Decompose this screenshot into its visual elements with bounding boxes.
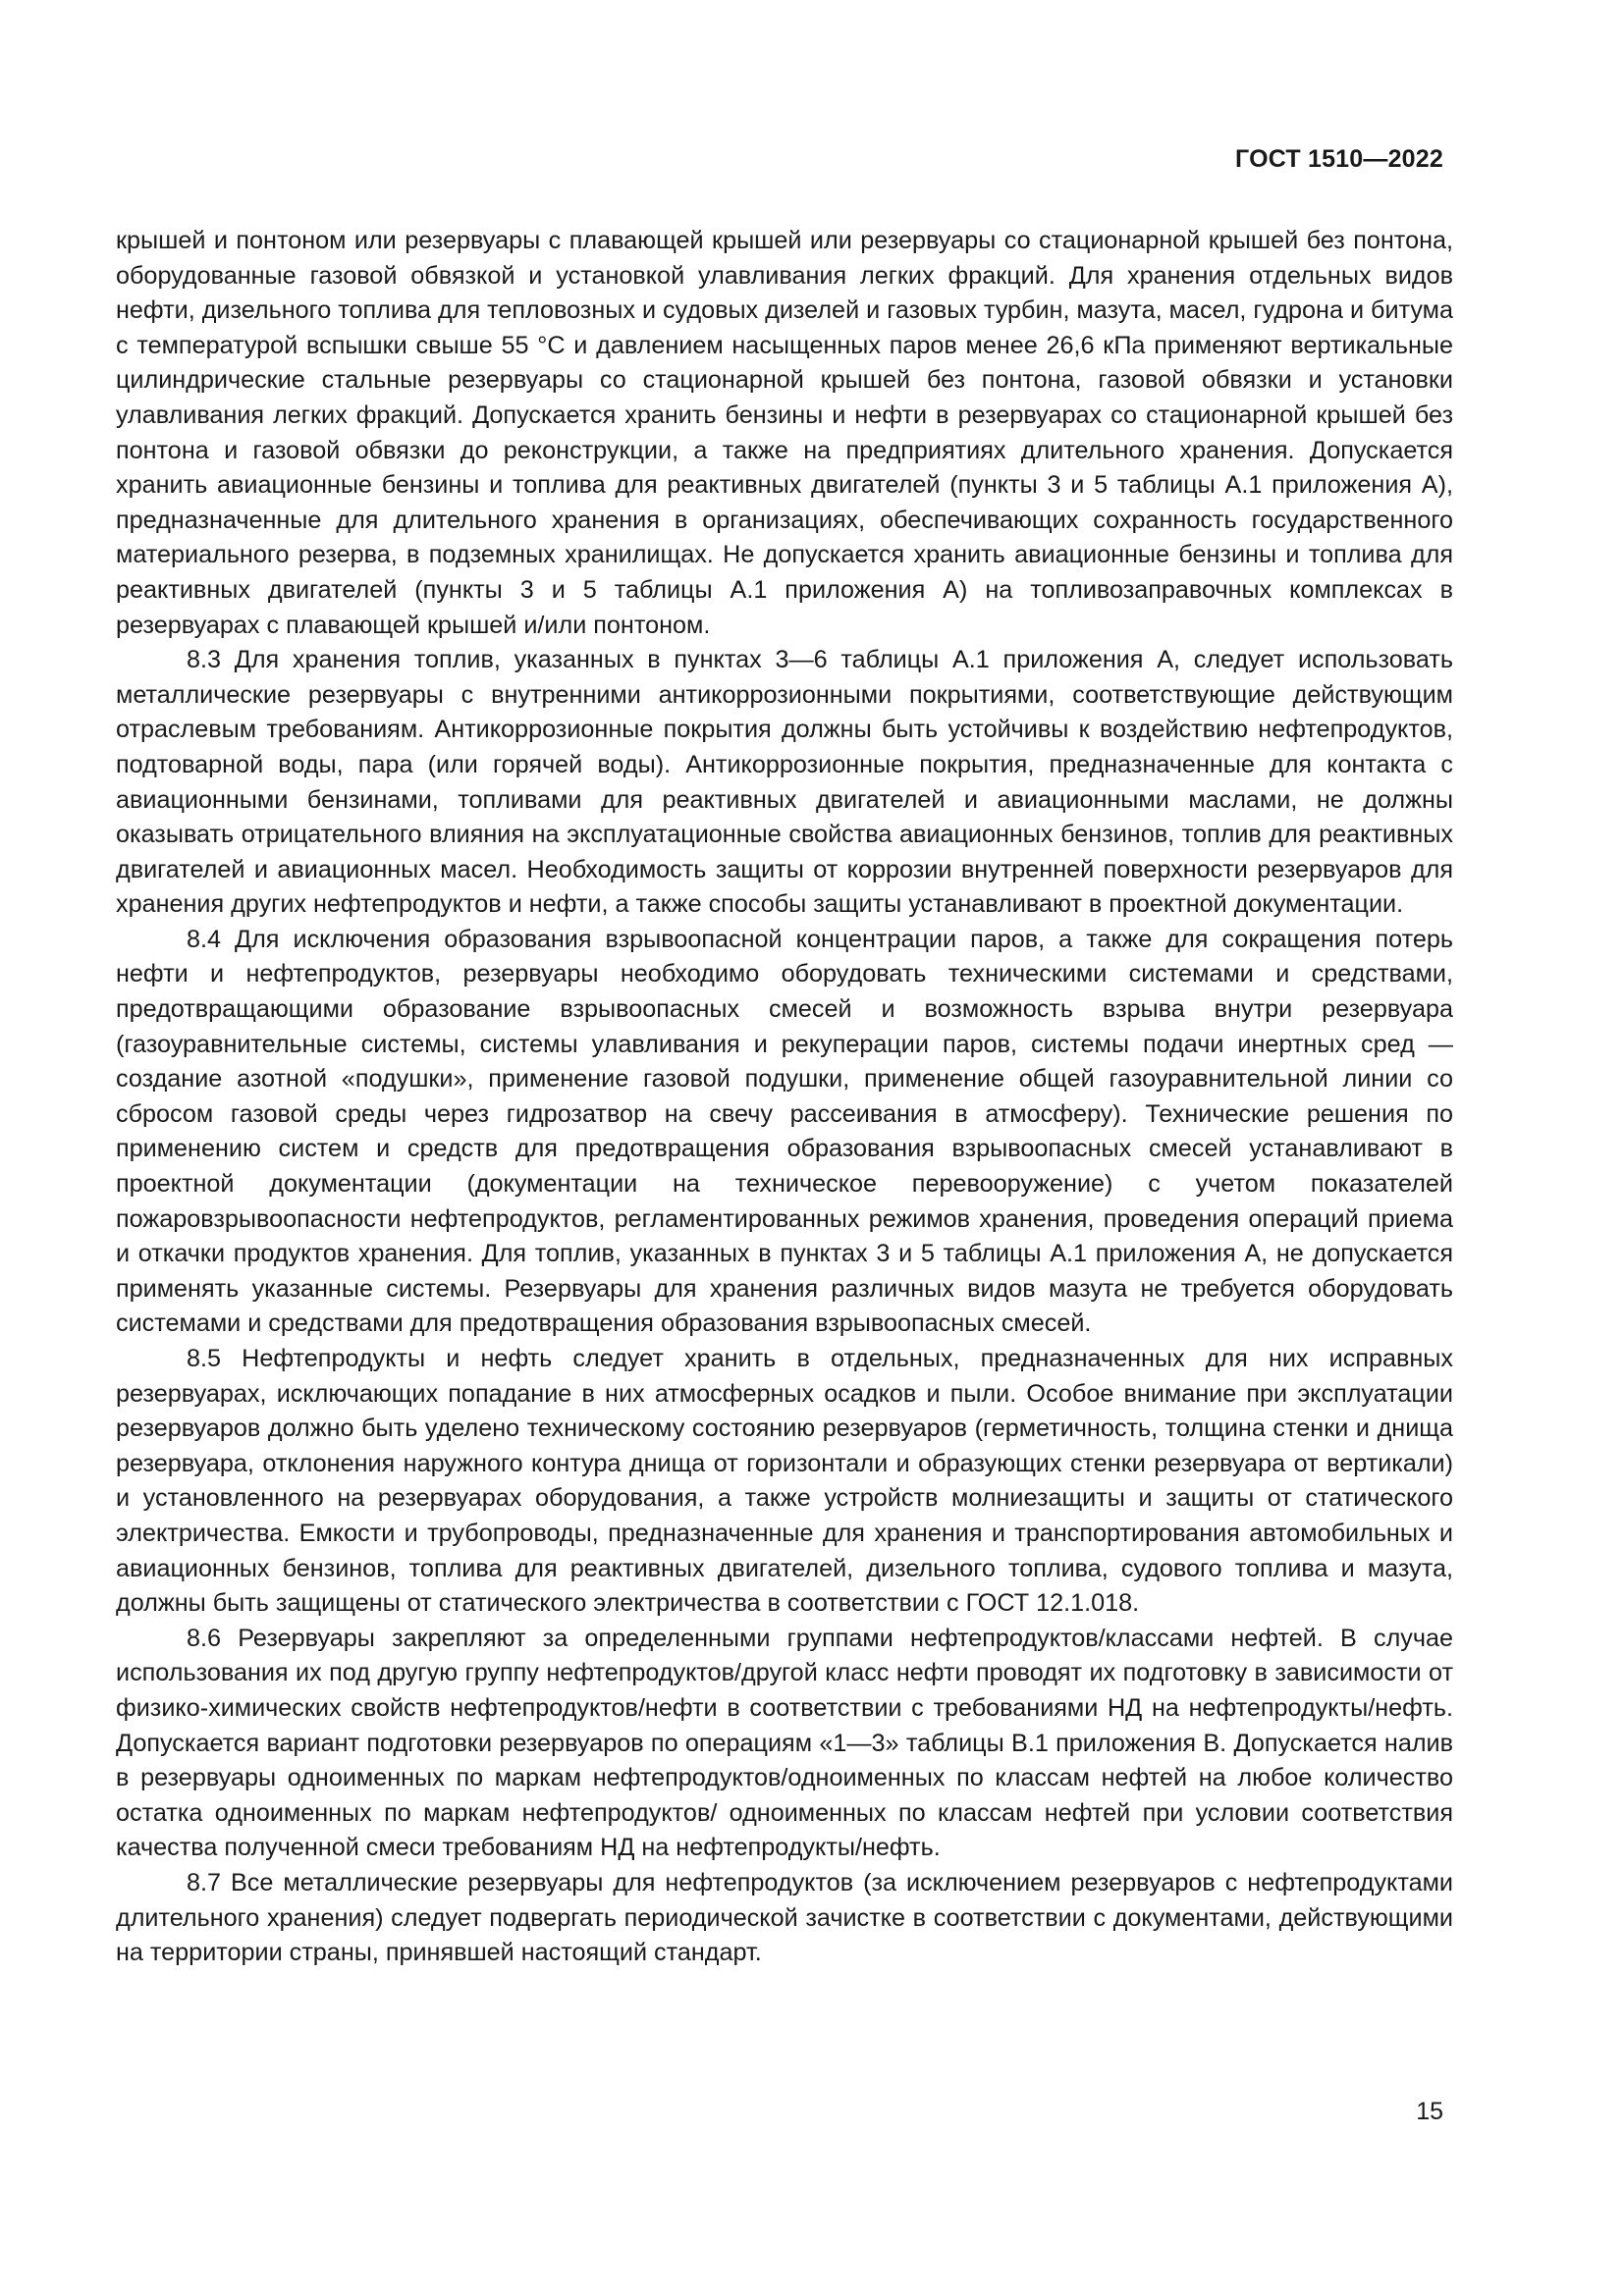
- paragraph-8-3: 8.3 Для хранения топлив, указанных в пунктах 3—6 таблицы А.1 приложения А, следует использовать металлические резервуары с внутренними антикоррозионными покрытиями, соответствующие действующим отраслевым требованиям. Антикоррозионные покрытия должны быть устойчивы к воздействию нефтепродуктов, подтоварной воды, пара (или горячей воды). Антикоррозионные покрытия, предназначенные для контакта с авиационными бензинами, топливами для реактивных двигателей и авиационными маслами, не должны оказывать отрицательного влияния на эксплуатационные свойства авиационных бензинов, топлив для реактивных двигателей и авиационных масел. Необходимость защиты от коррозии внутренней поверхности резервуаров для хранения других нефтепродуктов и нефти, а также способы защиты устанавливают в проектной документации.: [116, 646, 1453, 919]
- paragraph-continuation: крышей и понтоном или резервуары с плавающей крышей или резервуары со стационарной крышей без понтона, оборудованные газовой обвязкой и установкой улавливания легких фракций. Для хранения отдельных видов нефти, дизельного топлива для тепловозных и судовых дизелей и газовых турбин, мазута, масел, гудрона и битума с температурой вспышки свыше 55 °С и давлением насыщенных паров менее 26,6 кПа применяют вертикальные цилиндрические стальные резервуары со стационарной крышей без понтона, газовой обвязки и установки улавливания легких фракций. Допускается хранить бензины и нефти в резервуарах со стационарной крышей без понтона и газовой обвязки до реконструкции, а также на предприятиях длительного хранения. Допускается хранить авиационные бензины и топлива для реактивных двигателей (пункты 3 и 5 таблицы А.1 приложения А), предназначенные для длительного хранения в организациях, обеспечивающих сохранность государственного материального резерва, в подземных хранилищах. Не допускается хранить авиационные бензины и топлива для реактивных двигателей (пункты 3 и 5 таблицы А.1 приложения А) на топливозаправочных комплексах в резервуарах с плавающей крышей и/или понтоном.: [116, 227, 1453, 639]
- paragraph-8-6: 8.6 Резервуары закрепляют за определенными группами нефтепродуктов/классами нефтей. В случае использования их под другую группу нефтепродуктов/другой класс нефти проводят их подготовку в зависимости от физико-химических свойств нефтепродуктов/нефти в соответствии с требованиями НД на нефтепродукты/нефть. Допускается вариант подготовки резервуаров по операциям «1—3» таблицы В.1 приложения В. Допускается налив в резервуары одноименных по маркам нефтепродуктов/одноименных по классам нефтей на любое количество остатка одноименных по маркам нефтепродуктов/ одноименных по классам нефтей при условии соответствия качества полученной смеси требованиям НД на нефтепродукты/нефть.: [116, 1624, 1453, 1862]
- paragraph-8-4: 8.4 Для исключения образования взрывоопасной концентрации паров, а также для сокращения потерь нефти и нефтепродуктов, резервуары необходимо оборудовать техническими системами и средствами, предотвращающими образование взрывоопасных смесей и возможность взрыва внутри резервуара (газоуравнительные системы, системы улавливания и рекуперации паров, системы подачи инертных сред — создание азотной «подушки», применение газовой подушки, применение общей газоуравнительной линии со сбросом газовой среды через гидрозатвор на свечу рассеивания в атмосферу). Технические решения по применению систем и средств для предотвращения образования взрывоопасных смесей устанавливают в проектной документации (документации на техническое перевооружение) с учетом показателей пожаровзрывоопасности нефтепродуктов, регламентированных режимов хранения, проведения операций приема и откачки продуктов хранения. Для топлив, указанных в пунктах 3 и 5 таблицы А.1 приложения А, не допускается применять указанные системы. Резервуары для хранения различных видов мазута не требуется оборудовать системами и средствами для предотвращения образования взрывоопасных смесей.: [116, 925, 1453, 1338]
- paragraph-8-5: 8.5 Нефтепродукты и нефть следует хранить в отдельных, предназначенных для них исправных резервуарах, исключающих попадание в них атмосферных осадков и пыли. Особое внимание при эксплуатации резервуаров должно быть уделено техническому состоянию резервуаров (герметичность, толщина стенки и днища резервуара, отклонения наружного контура днища от горизонтали и образующих стенки резервуара от вертикали) и установленного на резервуарах оборудования, а также устройств молниезащиты и защиты от статического электричества. Емкости и трубопроводы, предназначенные для хранения и транспортирования автомобильных и авиационных бензинов, топлива для реактивных двигателей, дизельного топлива, судового топлива и мазута, должны быть защищены от статического электричества в соответствии с ГОСТ 12.1.018.: [116, 1345, 1453, 1618]
- page-number: 15: [1416, 2098, 1443, 2125]
- document-header-id: ГОСТ 1510—2022: [1235, 145, 1443, 173]
- document-body: [116, 224, 1453, 1971]
- paragraph-8-7: 8.7 Все металлические резервуары для нефтепродуктов (за исключением резервуаров с нефтепродуктами длительного хранения) следует подвергать периодической зачистке в соответствии с документами, действующими на территории страны, принявшей настоящий стандарт.: [116, 1868, 1453, 1967]
